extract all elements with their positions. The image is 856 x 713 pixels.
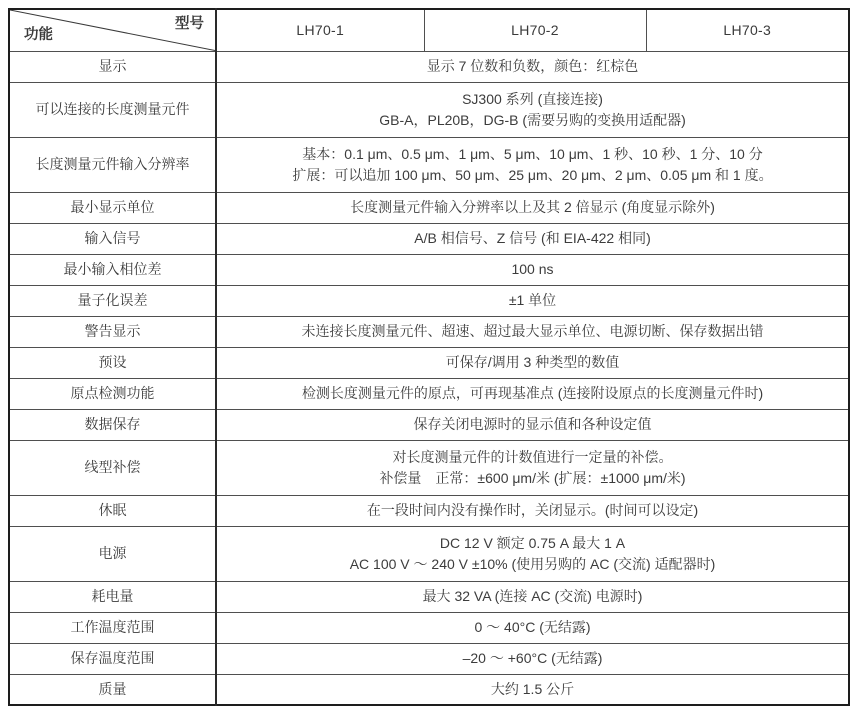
row-value (216, 440, 849, 495)
row-value-line: 显示 7 位数和负数，颜色：红棕色 (426, 58, 639, 74)
row-value-line: 可保存/调用 3 种类型的数值 (445, 354, 620, 370)
row-value-line: 在一段时间内没有操作时，关闭显示。(时间可以设定) (366, 502, 699, 518)
row-value (216, 612, 849, 643)
row-value-line: DC 12 V 额定 0.75 A 最大 1 A (439, 534, 626, 551)
table-row-input-resolution (9, 137, 849, 192)
row-label: 长度测量元件输入分辨率 (9, 137, 216, 192)
row-value (216, 223, 849, 254)
table-row-linear-compensation (9, 440, 849, 495)
table-row-data-storage (9, 409, 849, 440)
row-value (216, 347, 849, 378)
row-label: 耗电量 (9, 581, 216, 612)
table-row-storage-temperature (9, 643, 849, 674)
header-model-label: 型号 (175, 16, 204, 32)
row-label: 最小显示单位 (9, 192, 216, 223)
row-value-line: –20 ～ +60°C (无结露) (462, 650, 603, 666)
row-label: 保存温度范围 (9, 643, 216, 674)
table-row-min-display-unit (9, 192, 849, 223)
spec-table (8, 8, 850, 706)
row-label: 质量 (9, 674, 216, 705)
row-value-line: 0 ～ 40°C (无结露) (474, 619, 591, 635)
row-value-line: 补偿量 正常：±600 μm/米 (扩展：±1000 μm/米) (379, 469, 686, 486)
row-value (216, 254, 849, 285)
row-label: 最小输入相位差 (9, 254, 216, 285)
row-value-line: 扩展：可以追加 100 μm、50 μm、25 μm、20 μm、2 μm、0.05 μm 和 1 度。 (292, 166, 773, 183)
table-row-input-signal (9, 223, 849, 254)
row-value (216, 495, 849, 526)
row-value-line: AC 100 V ～ 240 V ±10% (使用另购的 AC (交流) 适配器时) (349, 555, 716, 572)
row-value-line: SJ300 系列 (直接连接) (462, 90, 603, 107)
table-row-sleep (9, 495, 849, 526)
column-header-lh70-2: LH70-2 (424, 9, 646, 51)
row-value (216, 82, 849, 137)
table-row-mass (9, 674, 849, 705)
row-label: 警告显示 (9, 316, 216, 347)
row-label: 显示 (9, 51, 216, 82)
column-header-lh70-1: LH70-1 (216, 9, 424, 51)
row-value-line: 长度测量元件输入分辨率以上及其 2 倍显示 (角度显示除外) (350, 199, 715, 215)
row-value (216, 137, 849, 192)
row-label: 电源 (9, 526, 216, 581)
row-value-line: 对长度测量元件的计数值进行一定量的补偿。 (392, 448, 673, 465)
table-row-power-supply (9, 526, 849, 581)
row-value-line: A/B 相信号、Z 信号 (和 EIA-422 相同) (414, 230, 651, 246)
column-header-lh70-3: LH70-3 (646, 9, 849, 51)
row-value (216, 526, 849, 581)
table-row-power-consumption (9, 581, 849, 612)
table-row-connectable-scales (9, 82, 849, 137)
row-value-line: ±1 单位 (508, 292, 557, 308)
row-value (216, 285, 849, 316)
row-label: 工作温度范围 (9, 612, 216, 643)
row-label: 数据保存 (9, 409, 216, 440)
row-value (216, 409, 849, 440)
row-value-line: 最大 32 VA (连接 AC (交流) 电源时) (422, 588, 643, 604)
row-value (216, 378, 849, 409)
header-function-label: 功能 (24, 26, 53, 43)
row-value-line: 基本：0.1 μm、0.5 μm、1 μm、5 μm、10 μm、1 秒、10 秒、1 分、10 分 (302, 145, 763, 162)
row-label: 可以连接的长度测量元件 (9, 82, 216, 137)
row-label: 线型补偿 (9, 440, 216, 495)
row-value (216, 316, 849, 347)
row-value (216, 581, 849, 612)
row-value (216, 192, 849, 223)
table-row-operating-temperature (9, 612, 849, 643)
table-row-alarm-display (9, 316, 849, 347)
diagonal-header-cell (9, 9, 216, 51)
row-label: 原点检测功能 (9, 378, 216, 409)
table-row-display (9, 51, 849, 82)
row-value-line: 保存关闭电源时的显示值和各种设定值 (413, 416, 652, 432)
row-value (216, 674, 849, 705)
row-value (216, 51, 849, 82)
row-value (216, 643, 849, 674)
table-row-quantization-error (9, 285, 849, 316)
row-label: 量子化误差 (9, 285, 216, 316)
row-value-line: GB-A，PL20B，DG-B (需要另购的变换用适配器) (379, 111, 686, 128)
header-row (9, 9, 849, 51)
row-label: 休眠 (9, 495, 216, 526)
table-row-origin-detection (9, 378, 849, 409)
row-label: 预设 (9, 347, 216, 378)
table-row-min-phase-difference (9, 254, 849, 285)
row-value-line: 未连接长度测量元件、超速、超过最大显示单位、电源切断、保存数据出错 (301, 323, 764, 339)
table-row-preset (9, 347, 849, 378)
row-value-line: 100 ns (511, 261, 554, 277)
row-label: 输入信号 (9, 223, 216, 254)
row-value-line: 检测长度测量元件的原点，可再现基准点 (连接附设原点的长度测量元件时) (301, 385, 764, 401)
row-value-line: 大约 1.5 公斤 (490, 680, 575, 697)
